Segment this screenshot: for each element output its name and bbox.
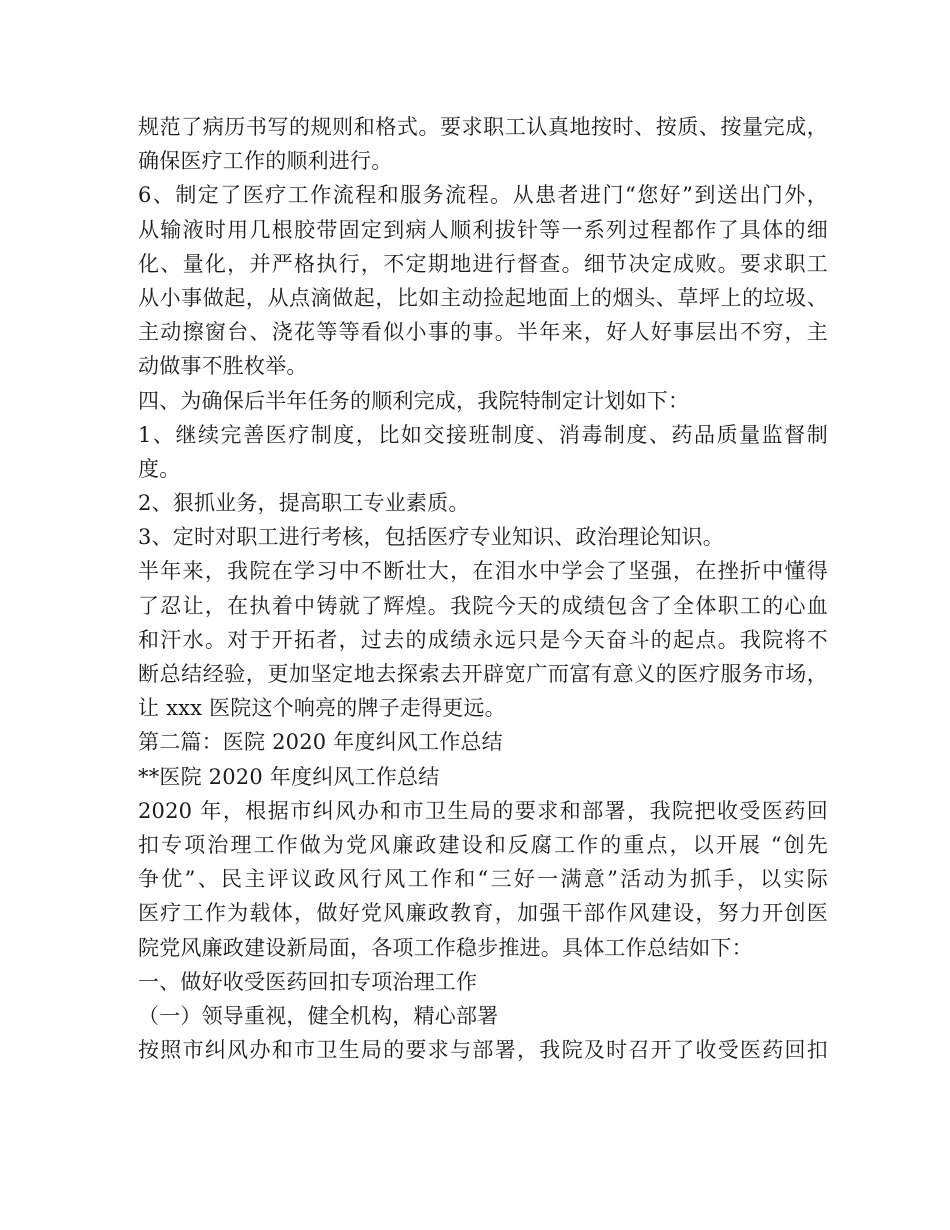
- text-line: 规范了病历书写的规则和格式。要求职工认真地按时、按质、按量完成，: [138, 115, 828, 139]
- text-line: 按照市纠风办和市卫生局的要求与部署，我院及时召开了收受医药回扣: [138, 1038, 828, 1063]
- document-body: [138, 110, 828, 1067]
- text-line: 度。: [138, 456, 181, 481]
- text-line: 和汗水。对于开拓者，过去的成绩永远只是今天奋斗的起点。我院将不: [138, 627, 828, 652]
- section-heading: 一、做好收受医药回扣专项治理工作: [138, 969, 478, 994]
- text-line: 主动擦窗台、浇花等等看似小事的事。半年来，好人好事层出不穷，主: [138, 320, 828, 345]
- text-line: 化、量化，并严格执行，不定期地进行督查。细节决定成败。要求职工: [138, 251, 828, 276]
- text-line: 半年来，我院在学习中不断壮大，在泪水中学会了坚强，在挫折中懂得: [138, 559, 828, 584]
- text-line: 医疗工作为载体，做好党风廉政教育，加强干部作风建设，努力开创医: [138, 901, 828, 926]
- text-line: 确保医疗工作的顺利进行。: [138, 149, 393, 174]
- text-line: 从输液时用几根胶带固定到病人顺利拔针等一系列过程都作了具体的细: [138, 217, 828, 242]
- text-line: 2、狠抓业务，提高职工专业素质。: [138, 491, 470, 516]
- text-line: 6、制定了医疗工作流程和服务流程。从患者进门“您好”到送出门外，: [138, 183, 828, 208]
- text-line: 让 xxx 医院这个响亮的牌子走得更远。: [138, 696, 506, 721]
- text-line: 3、定时对职工进行考核，包括医疗专业知识、政治理论知识。: [138, 525, 724, 550]
- text-line: 断总结经验，更加坚定地去探索去开辟宽广而富有意义的医疗服务市场，: [138, 662, 828, 686]
- text-line: 争优”、民主评议政风行风工作和“三好一满意”活动为抓手，以实际: [138, 867, 828, 892]
- section-heading: 第二篇：医院 2020 年度纠风工作总结: [138, 730, 503, 755]
- text-line: 从小事做起，从点滴做起，比如主动捡起地面上的烟头、草坪上的垃圾、: [138, 285, 828, 310]
- text-line: 2020 年，根据市纠风办和市卫生局的要求和部署，我院把收受医药回: [138, 798, 828, 823]
- text-line: 1、继续完善医疗制度，比如交接班制度、消毒制度、药品质量监督制: [138, 422, 828, 447]
- text-line: 四、为确保后半年任务的顺利完成，我院特制定计划如下：: [138, 388, 690, 413]
- subsection-heading: （一）领导重视，健全机构，精心部署: [138, 1003, 499, 1028]
- text-line: 院党风廉政建设新局面，各项工作稳步推进。具体工作总结如下：: [138, 935, 753, 960]
- text-line: 扣专项治理工作做为党风廉政建设和反腐工作的重点，以开展 “创先: [138, 832, 828, 857]
- text-line: 动做事不胜枚举。: [138, 354, 308, 379]
- document-title: **医院 2020 年度纠风工作总结: [138, 764, 440, 789]
- text-line: 了忍让，在执着中铸就了辉煌。我院今天的成绩包含了全体职工的心血: [138, 593, 828, 618]
